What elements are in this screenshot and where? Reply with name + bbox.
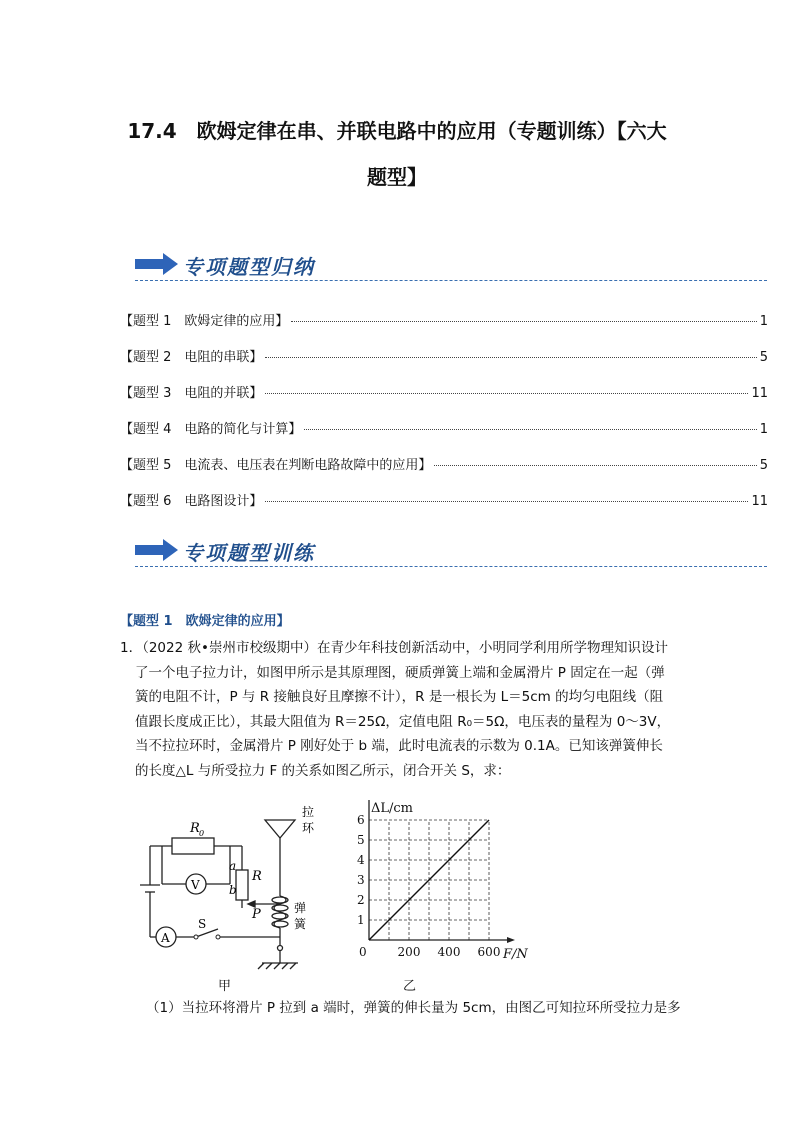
label-ring-1: 拉 — [302, 805, 315, 819]
question-line: 的长度△L 与所受拉力 F 的关系如图乙所示，闭合开关 S，求： — [135, 762, 511, 779]
label-r0-sub: 0 — [199, 829, 205, 838]
y-tick-label: 1 — [357, 913, 365, 927]
section-label: 专项题型归纳 — [183, 255, 315, 279]
y-tick-label: 5 — [357, 833, 365, 847]
toc-page-number: 1 — [759, 314, 768, 329]
label-spring-1: 弹 — [294, 901, 307, 915]
label-a: a — [229, 859, 237, 873]
y-tick-label: 4 — [357, 853, 365, 867]
toc-item-label: 【题型 1 欧姆定律的应用】 — [120, 314, 289, 329]
question-type-heading: 【题型 1 欧姆定律的应用】 — [120, 614, 290, 629]
figure-caption-jia: 甲 — [218, 979, 232, 994]
circuit-diagram — [130, 800, 340, 975]
y-tick-label: 2 — [357, 893, 365, 907]
label-b: b — [229, 883, 237, 897]
toc-item-label: 【题型 6 电路图设计】 — [120, 494, 263, 509]
toc-item[interactable] — [120, 490, 768, 510]
question-line: 当不拉拉环时，金属滑片 P 刚好处于 b 端，此时电流表的示数为 0.1A。已知该弹簧伸长 — [135, 738, 663, 754]
y-tick-label: 6 — [357, 813, 365, 827]
toc-page-number: 5 — [759, 458, 768, 473]
figure-caption-yi: 乙 — [403, 979, 417, 994]
toc-item-label: 【题型 5 电流表、电压表在判断电路故障中的应用】 — [120, 458, 432, 473]
page-title-line2: 题型】 — [367, 165, 427, 189]
question-line: 1．（2022 秋•崇州市校级期中）在青少年科技创新活动中，小明同学利用所学物理知识设计 — [120, 640, 668, 656]
x-axis-arrow — [507, 937, 515, 943]
toc-leader-dots — [265, 357, 756, 358]
label-ring-2: 环 — [302, 821, 315, 835]
toc-page-number: 11 — [751, 386, 768, 401]
question-line: 了一个电子拉力计，如图甲所示是其原理图，硬质弹簧上端和金属滑片 P 固定在一起（弹 — [135, 664, 665, 681]
section-label: 专项题型训练 — [183, 541, 315, 565]
label-spring-2: 簧 — [294, 917, 307, 931]
section-divider — [135, 566, 767, 567]
toc-item[interactable] — [120, 382, 768, 402]
voltmeter-label: V — [191, 878, 200, 892]
toc-page-number: 11 — [751, 494, 768, 509]
toc-leader-dots — [434, 465, 756, 466]
question-text — [120, 636, 686, 783]
toc-item-label: 【题型 4 电路的简化与计算】 — [120, 422, 302, 437]
sub-question-1: （1）当拉环将滑片 P 拉到 a 端时，弹簧的伸长量为 5cm，由图乙可知拉环所受拉力是多 — [146, 1000, 681, 1016]
arrow-right-icon — [135, 538, 179, 562]
toc-item-label: 【题型 3 电阻的并联】 — [120, 386, 263, 401]
question-line: 簧的电阻不计，P 与 R 接触良好且摩擦不计），R 是一根长为 L＝5cm 的均匀电阻线（阻 — [135, 689, 664, 705]
toc-leader-dots — [265, 501, 748, 502]
label-r0: R — [190, 821, 200, 836]
toc-leader-dots — [265, 393, 748, 394]
toc-item-label: 【题型 2 电阻的串联】 — [120, 350, 263, 365]
toc-item[interactable] — [120, 346, 768, 366]
toc-item[interactable] — [120, 454, 768, 474]
question-line: 值跟长度成正比），其最大阻值为 R＝25Ω，定值电阻 R₀＝5Ω，电压表的量程为 0～3V， — [135, 713, 671, 730]
arrow-right-icon — [135, 252, 179, 276]
origin-label: 0 — [359, 945, 367, 959]
ammeter-label: A — [161, 931, 170, 945]
toc-item[interactable] — [120, 310, 768, 330]
switch-label: S — [198, 917, 207, 931]
label-r: R — [252, 869, 262, 884]
x-tick-label: 200 — [397, 945, 421, 959]
x-tick-label: 400 — [437, 945, 461, 959]
section-header-summary — [135, 250, 767, 280]
toc-leader-dots — [291, 321, 756, 322]
toc-page-number: 1 — [759, 422, 768, 437]
toc-item[interactable] — [120, 418, 768, 438]
x-tick-label: 600 — [477, 945, 501, 959]
toc-page-number: 5 — [759, 350, 768, 365]
x-axis-label: F/N — [503, 947, 528, 962]
y-axis-label: ΔL/cm — [371, 801, 414, 816]
delta-l-force-graph — [345, 800, 545, 965]
section-divider — [135, 280, 767, 281]
label-p: P — [252, 907, 261, 922]
y-tick-label: 3 — [357, 873, 365, 887]
section-header-training — [135, 536, 767, 566]
toc-leader-dots — [304, 429, 756, 430]
page-title-line1: 17.4 欧姆定律在串、并联电路中的应用（专题训练）【六大 — [127, 119, 667, 143]
